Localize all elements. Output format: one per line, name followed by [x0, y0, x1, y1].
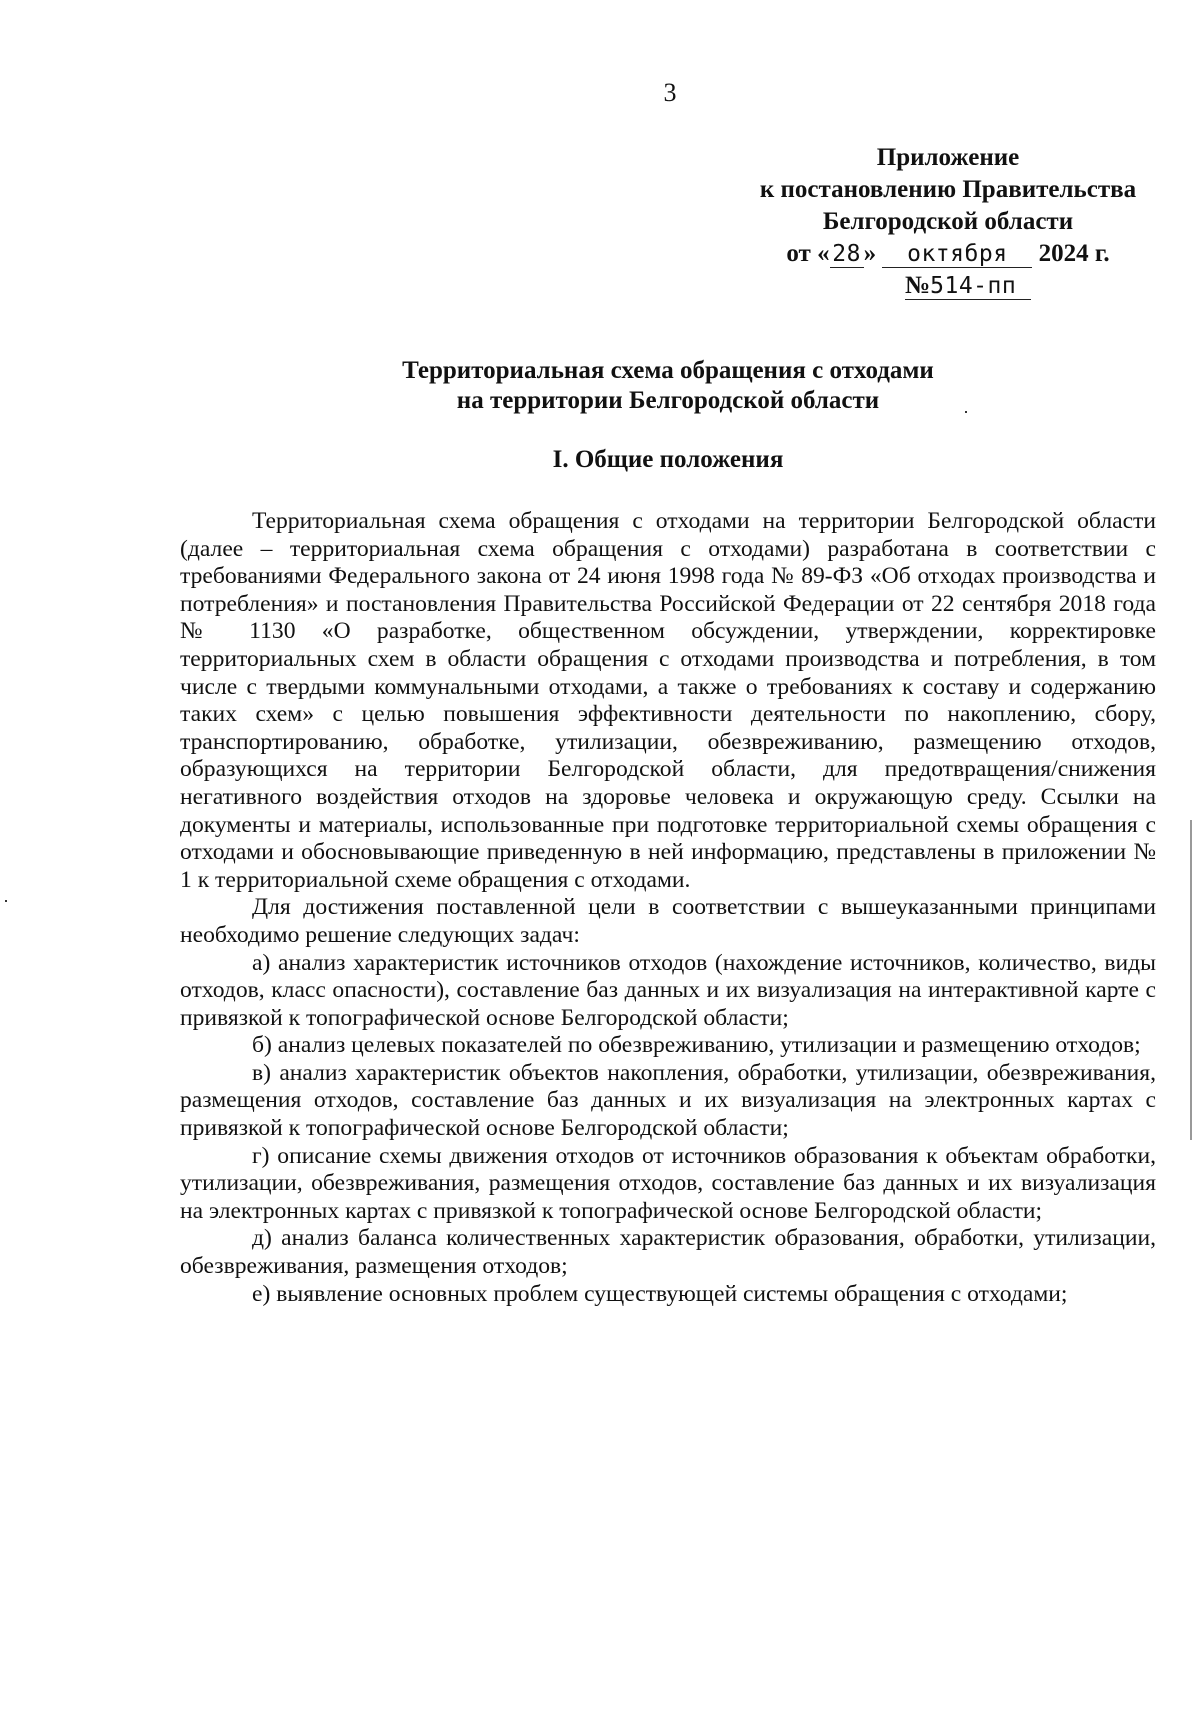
section-heading: I. Общие положения — [552, 446, 784, 473]
number-prefix: № — [905, 272, 931, 299]
date-year: 2024 г. — [1038, 240, 1110, 267]
document-title — [180, 356, 1156, 416]
date-prefix: от « — [786, 240, 830, 267]
page-number: 3 — [663, 78, 677, 107]
date-month: октября — [882, 241, 1032, 268]
paragraph-tasks-lead: Для достижения поставленной цели в соответствии с вышеуказанными принципами необходимо решение следующих задач: — [180, 894, 1156, 948]
appendix-date — [720, 238, 1176, 270]
scan-dust-mark — [5, 900, 7, 902]
task-item-e: е) выявление основных проблем существующей системы обращения с отходами; — [252, 1280, 1068, 1307]
number-field — [905, 273, 1031, 300]
title-line-2: на территории Белгородской области — [456, 387, 880, 414]
scan-edge-mark — [1190, 820, 1192, 1140]
number-value: 514-пп — [930, 273, 1017, 299]
title-line-1: Территориальная схема обращения с отходами — [402, 357, 934, 384]
scan-dust-mark — [965, 411, 967, 413]
task-item-b: б) анализ целевых показателей по обезвреживанию, утилизации и размещению отходов; — [252, 1032, 1141, 1059]
task-item-d: д) анализ баланса количественных характеристик образования, обработки, утилизации, обезвреживания, размещения отходов; — [180, 1225, 1156, 1280]
task-item-g: г) описание схемы движения отходов от источников образования к объектам обработки, утилизации, обезвреживания, размещения отходов, составление баз данных и их визуализация на электронных картах с привязкой к топографической основе Белгородской области; — [180, 1142, 1156, 1224]
appendix-block — [720, 142, 1176, 302]
appendix-label: Приложение — [876, 144, 1020, 171]
body-text — [180, 508, 1156, 1308]
appendix-region: Белгородской области — [822, 208, 1074, 235]
date-mid: » — [863, 240, 877, 267]
appendix-resolution: к постановлению Правительства — [759, 176, 1137, 203]
task-item-v: в) анализ характеристик объектов накопления, обработки, утилизации, обезвреживания, размещения отходов, составление баз данных и их визуализация на электронных картах с привязкой к топографической основе Белгородской области; — [180, 1059, 1156, 1142]
task-item-a: а) анализ характеристик источников отходов (нахождение источников, количество, виды отходов, класс опасности), составление баз данных и их визуализация на интерактивной карте с привязкой к топографической основе Белгородской области; — [180, 949, 1156, 1031]
appendix-number — [720, 270, 1176, 302]
date-day: 28 — [830, 241, 864, 268]
paragraph-intro: Территориальная схема обращения с отходами на территории Белгородской области (далее – территориальная схема обращения с отходами) разработана в соответствии с требованиями Федерального закона от 24 июня 1998 года № 89-ФЗ «Об отходах производства и потребления» и постановления Правительства Российской Федерации от 22 сентября 2018 года № 1130 «О разработке, общественном обсуждении, утверждении, корректировке территориальных схем в области обращения с отходами производства и потребления, в том числе с твердыми коммунальными отходами, а также о требованиях к составу и содержанию таких схем» с целью повышения эффективности деятельности по накоплению, сбору, транспортированию, обработке, утилизации, обезвреживанию, размещению отходов, образующихся на территории Белгородской области, для предотвращения/снижения негативного воздействия отходов на здоровье человека и окружающую среду. Ссылки на документы и материалы, использованные при подготовке территориальной схемы обращения с отходами и обосновывающие приведенную в ней информацию, представлены в приложении № 1 к территориальной схеме обращения с отходами. — [180, 508, 1156, 893]
